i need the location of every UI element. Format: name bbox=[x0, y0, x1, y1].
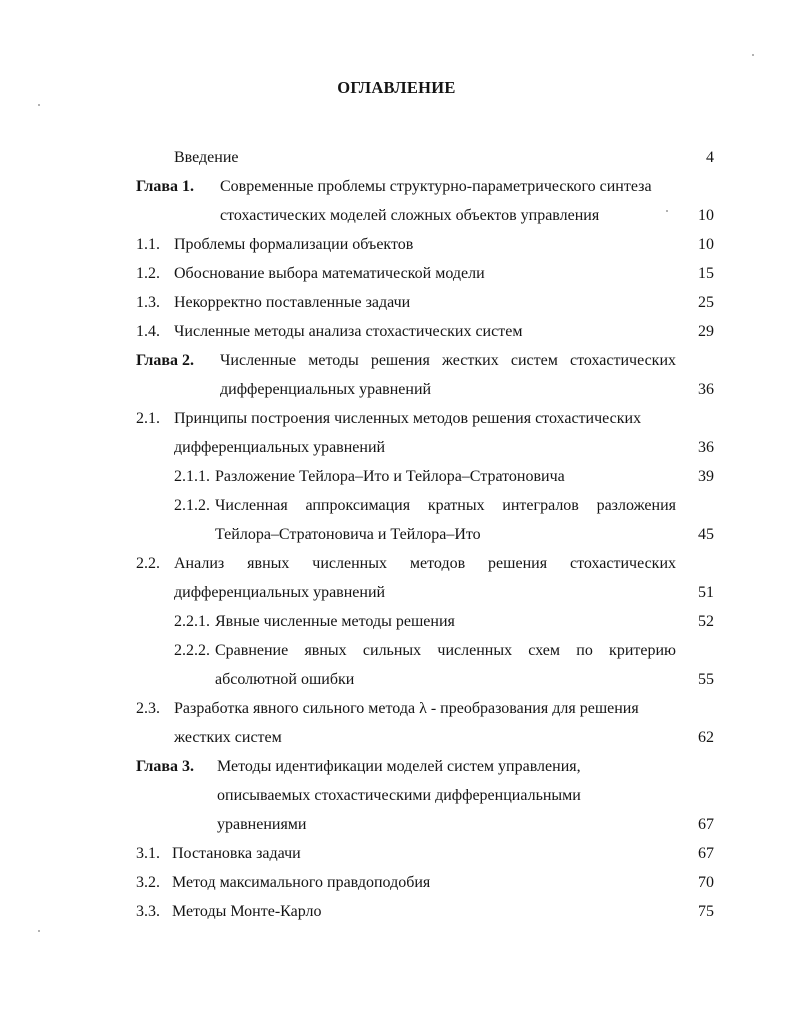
toc-chapter-3-title-line2: описываемых стохастическими дифференциальными bbox=[217, 787, 581, 804]
toc-subsection-2-2-1-title: Явные численные методы решения bbox=[215, 613, 455, 630]
scan-speck bbox=[38, 104, 40, 106]
toc-section-number: 2.3. bbox=[136, 700, 160, 717]
toc-section-1-4-page: 29 bbox=[698, 323, 714, 340]
toc-subsection-2-1-2-title-line2: Тейлора–Стратоновича и Тейлора–Ито bbox=[215, 526, 481, 543]
toc-section-2-3-title-line1: Разработка явного сильного метода λ - преобразования для решения bbox=[174, 700, 639, 717]
toc-subsection-2-2-2-title-line2: абсолютной ошибки bbox=[215, 671, 355, 688]
toc-subsection-number: 2.1.1. bbox=[174, 468, 210, 485]
toc-subsection-2-2-2-page: 55 bbox=[698, 671, 714, 688]
toc-section-3-2-title: Метод максимального правдоподобия bbox=[172, 874, 431, 891]
toc-chapter-1-label: Глава 1. bbox=[136, 178, 194, 195]
toc-section-number: 3.2. bbox=[136, 874, 160, 891]
toc-chapter-1-title-line1: Современные проблемы структурно-параметрического синтеза bbox=[220, 178, 652, 195]
toc-intro-page: 4 bbox=[706, 149, 714, 166]
toc-section-1-4-title: Численные методы анализа стохастических систем bbox=[174, 323, 523, 340]
toc-section-2-1-title-line1: Принципы построения численных методов решения стохастических bbox=[174, 410, 642, 427]
toc-chapter-2-page: 36 bbox=[698, 381, 714, 398]
toc-section-2-2-title-line2: дифференциальных уравнений bbox=[174, 584, 386, 601]
toc-chapter-1-page: 10 bbox=[698, 207, 714, 224]
toc-subsection-2-1-2-page: 45 bbox=[698, 526, 714, 543]
toc-section-number: 3.3. bbox=[136, 903, 160, 920]
toc-section-3-1-page: 67 bbox=[698, 845, 714, 862]
toc-chapter-1-title-line2: стохастических моделей сложных объектов управления bbox=[220, 207, 600, 224]
toc-section-number: 2.2. bbox=[136, 555, 160, 572]
toc-chapter-3-page: 67 bbox=[698, 816, 714, 833]
toc-chapter-3-label: Глава 3. bbox=[136, 758, 194, 775]
toc-chapter-3-title-line3: уравнениями bbox=[217, 816, 307, 833]
toc-chapter-2-label: Глава 2. bbox=[136, 352, 194, 369]
toc-section-3-3-title: Методы Монте-Карло bbox=[172, 903, 322, 920]
toc-intro-label: Введение bbox=[174, 149, 239, 166]
toc-chapter-2-title-line2: дифференциальных уравнений bbox=[220, 381, 432, 398]
toc-section-2-2-page: 51 bbox=[698, 584, 714, 601]
toc-section-number: 1.3. bbox=[136, 294, 160, 311]
toc-subsection-2-2-2-title-line1: Сравнение явных сильных численных схем по критерию bbox=[215, 642, 676, 659]
toc-subsection-number: 2.1.2. bbox=[174, 497, 210, 514]
toc-section-1-2-page: 15 bbox=[698, 265, 714, 282]
toc-section-number: 1.4. bbox=[136, 323, 160, 340]
toc-chapter-2-title-line1: Численные методы решения жестких систем стохастических bbox=[220, 352, 676, 369]
toc-section-2-3-page: 62 bbox=[698, 729, 714, 746]
toc-section-1-1-page: 10 bbox=[698, 236, 714, 253]
toc-section-2-3-title-line2: жестких систем bbox=[174, 729, 282, 746]
toc-section-1-2-title: Обоснование выбора математической модели bbox=[174, 265, 485, 282]
toc-section-1-1-title: Проблемы формализации объектов bbox=[174, 236, 414, 253]
toc-chapter-3-title-line1: Методы идентификации моделей систем управления, bbox=[217, 758, 581, 775]
scan-speck bbox=[752, 54, 754, 56]
toc-section-number: 2.1. bbox=[136, 410, 160, 427]
toc-section-1-3-title: Некорректно поставленные задачи bbox=[174, 294, 411, 311]
toc-subsection-2-1-2-title-line1: Численная аппроксимация кратных интегралов разложения bbox=[215, 497, 676, 514]
scan-speck bbox=[666, 210, 668, 212]
toc-section-number: 1.2. bbox=[136, 265, 160, 282]
toc-section-3-3-page: 75 bbox=[698, 903, 714, 920]
toc-section-2-1-title-line2: дифференциальных уравнений bbox=[174, 439, 386, 456]
toc-section-1-3-page: 25 bbox=[698, 294, 714, 311]
toc-section-2-1-page: 36 bbox=[698, 439, 714, 456]
toc-section-3-1-title: Постановка задачи bbox=[172, 845, 301, 862]
toc-subsection-2-1-1-title: Разложение Тейлора–Ито и Тейлора–Стратоновича bbox=[215, 468, 565, 485]
toc-section-2-2-title-line1: Анализ явных численных методов решения стохастических bbox=[174, 555, 676, 572]
scan-speck bbox=[38, 930, 40, 932]
toc-section-number: 1.1. bbox=[136, 236, 160, 253]
toc-subsection-2-2-1-page: 52 bbox=[698, 613, 714, 630]
toc-section-number: 3.1. bbox=[136, 845, 160, 862]
toc-subsection-number: 2.2.2. bbox=[174, 642, 210, 659]
toc-subsection-2-1-1-page: 39 bbox=[698, 468, 714, 485]
page-title: ОГЛАВЛЕНИЕ bbox=[337, 78, 456, 97]
toc-subsection-number: 2.2.1. bbox=[174, 613, 210, 630]
toc-section-3-2-page: 70 bbox=[698, 874, 714, 891]
